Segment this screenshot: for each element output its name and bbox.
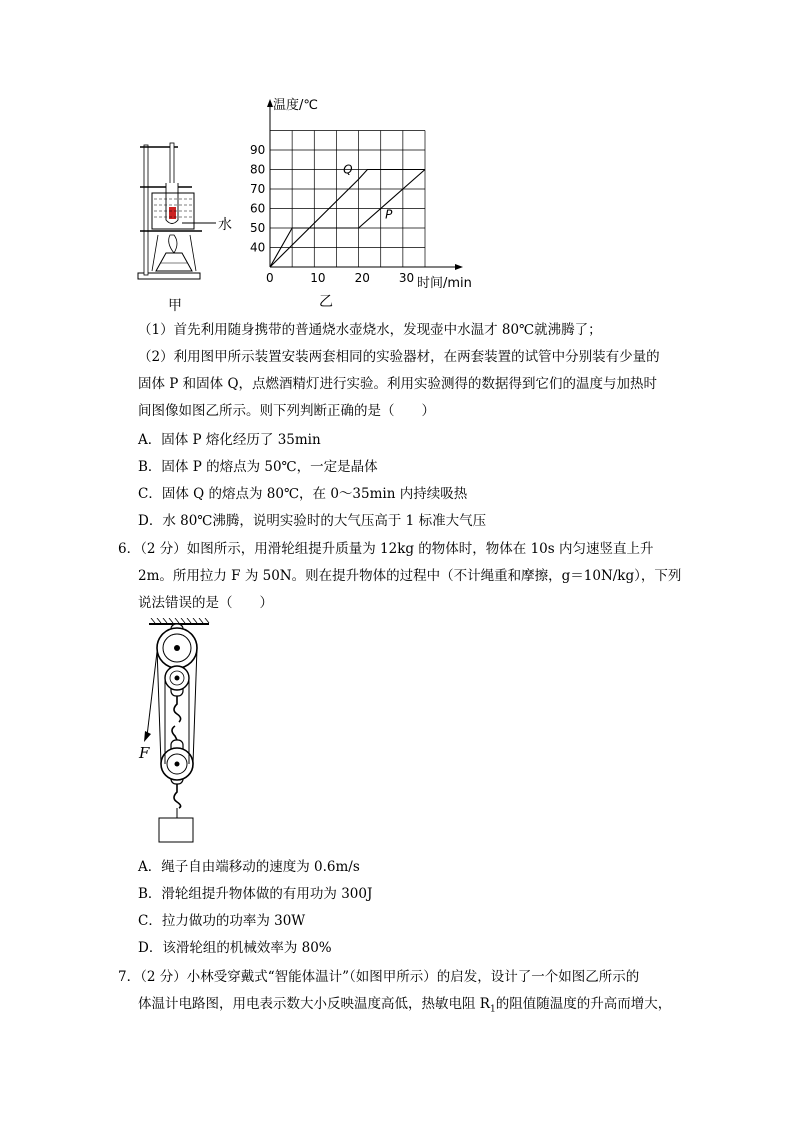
x-tick-label: 30 [398,271,415,285]
series-label-p: P [385,207,393,222]
q6-option-c: C．拉力做功的功率为 30W [138,913,306,929]
water-label: 水 [218,217,232,233]
series-line-q [270,170,425,268]
series-line-p [270,170,425,268]
q6-line-1: 6．（2 分）如图所示，用滑轮组提升质量为 12kg 的物体时，物体在 10s 内匀速竖直上升 [118,541,654,557]
x-tick-label: 0 [266,271,274,285]
temperature-time-chart [245,95,490,295]
q5-option-d: D．水 80℃沸腾，说明实验时的大气压高于 1 标准大气压 [138,513,487,529]
y-tick-label: 50 [250,221,266,235]
q7-line-1: 7．（2 分）小林受穿戴式“智能体温计”（如图甲所示）的启发，设计了一个如图乙所示的 [118,969,640,985]
q5-sub1: （1）首先利用随身携带的普通烧水壶烧水，发现壶中水温才 80℃就沸腾了； [138,322,602,338]
q5-option-c: C．固体 Q 的熔点为 80℃，在 0～35min 内持续吸热 [138,486,468,502]
q5-option-a: A．固体 P 熔化经历了 35min [138,432,321,448]
y-tick-label: 60 [250,201,266,216]
pulley-figure [135,618,225,848]
y-tick-label: 80 [250,162,266,177]
q5-sub2-line-3: 间图像如图乙所示。则下列判断正确的是（ ） [138,403,435,419]
q7-line-2-text: 体温计电路图，用电表示数大小反映温度高低，热敏电阻 R [138,996,490,1012]
r1-subscript: 1 [489,1004,496,1015]
q6-option-d: D．该滑轮组的机械效率为 80% [138,940,332,956]
q7-line-2-tail: 的阻值随温度的升高而增大， [495,996,672,1012]
q7-line-2 [138,992,671,1015]
series-label-q: Q [343,162,353,177]
x-tick-label: 20 [354,271,370,285]
x-axis-label: 时间/min [417,276,472,291]
q5-sub2-line-2: 固体 P 和固体 Q，点燃酒精灯进行实验。利用实验测得的数据得到它们的温度与加热时 [138,376,658,392]
figure-jia [130,135,240,314]
y-axis-label: 温度/℃ [273,98,318,113]
chart-series [270,162,425,267]
chart-axes [267,99,463,270]
y-tick-label: 70 [250,182,266,196]
figure-yi-caption: 乙 [319,294,333,310]
y-tick-label: 90 [250,143,266,157]
figure-jia-caption: 甲 [168,298,182,314]
figure-yi [245,95,490,310]
force-label: F [139,744,150,762]
apparatus-drawing [130,135,240,285]
y-tick-label: 40 [250,240,266,255]
chart-grid [270,131,425,268]
pulley-drawing [135,618,225,848]
q6-option-a: A．绳子自由端移动的速度为 0.6m/s [138,859,360,875]
x-axis-arrow [455,264,463,270]
q5-option-b: B．固体 P 的熔点为 50℃，一定是晶体 [138,459,378,475]
q6-line-3: 说法错误的是（ ） [138,595,273,611]
q5-sub2-line-1: （2）利用图甲所示装置安装两套相同的实验器材，在两套装置的试管中分别装有少量的 [138,349,660,365]
x-tick-label: 10 [310,271,326,285]
q6-line-2: 2m。所用拉力 F 为 50N。则在提升物体的过程中（不计绳重和摩擦，g＝10N/kg），下列 [138,568,682,584]
q6-option-b: B．滑轮组提升物体做的有用功为 300J [138,886,373,902]
